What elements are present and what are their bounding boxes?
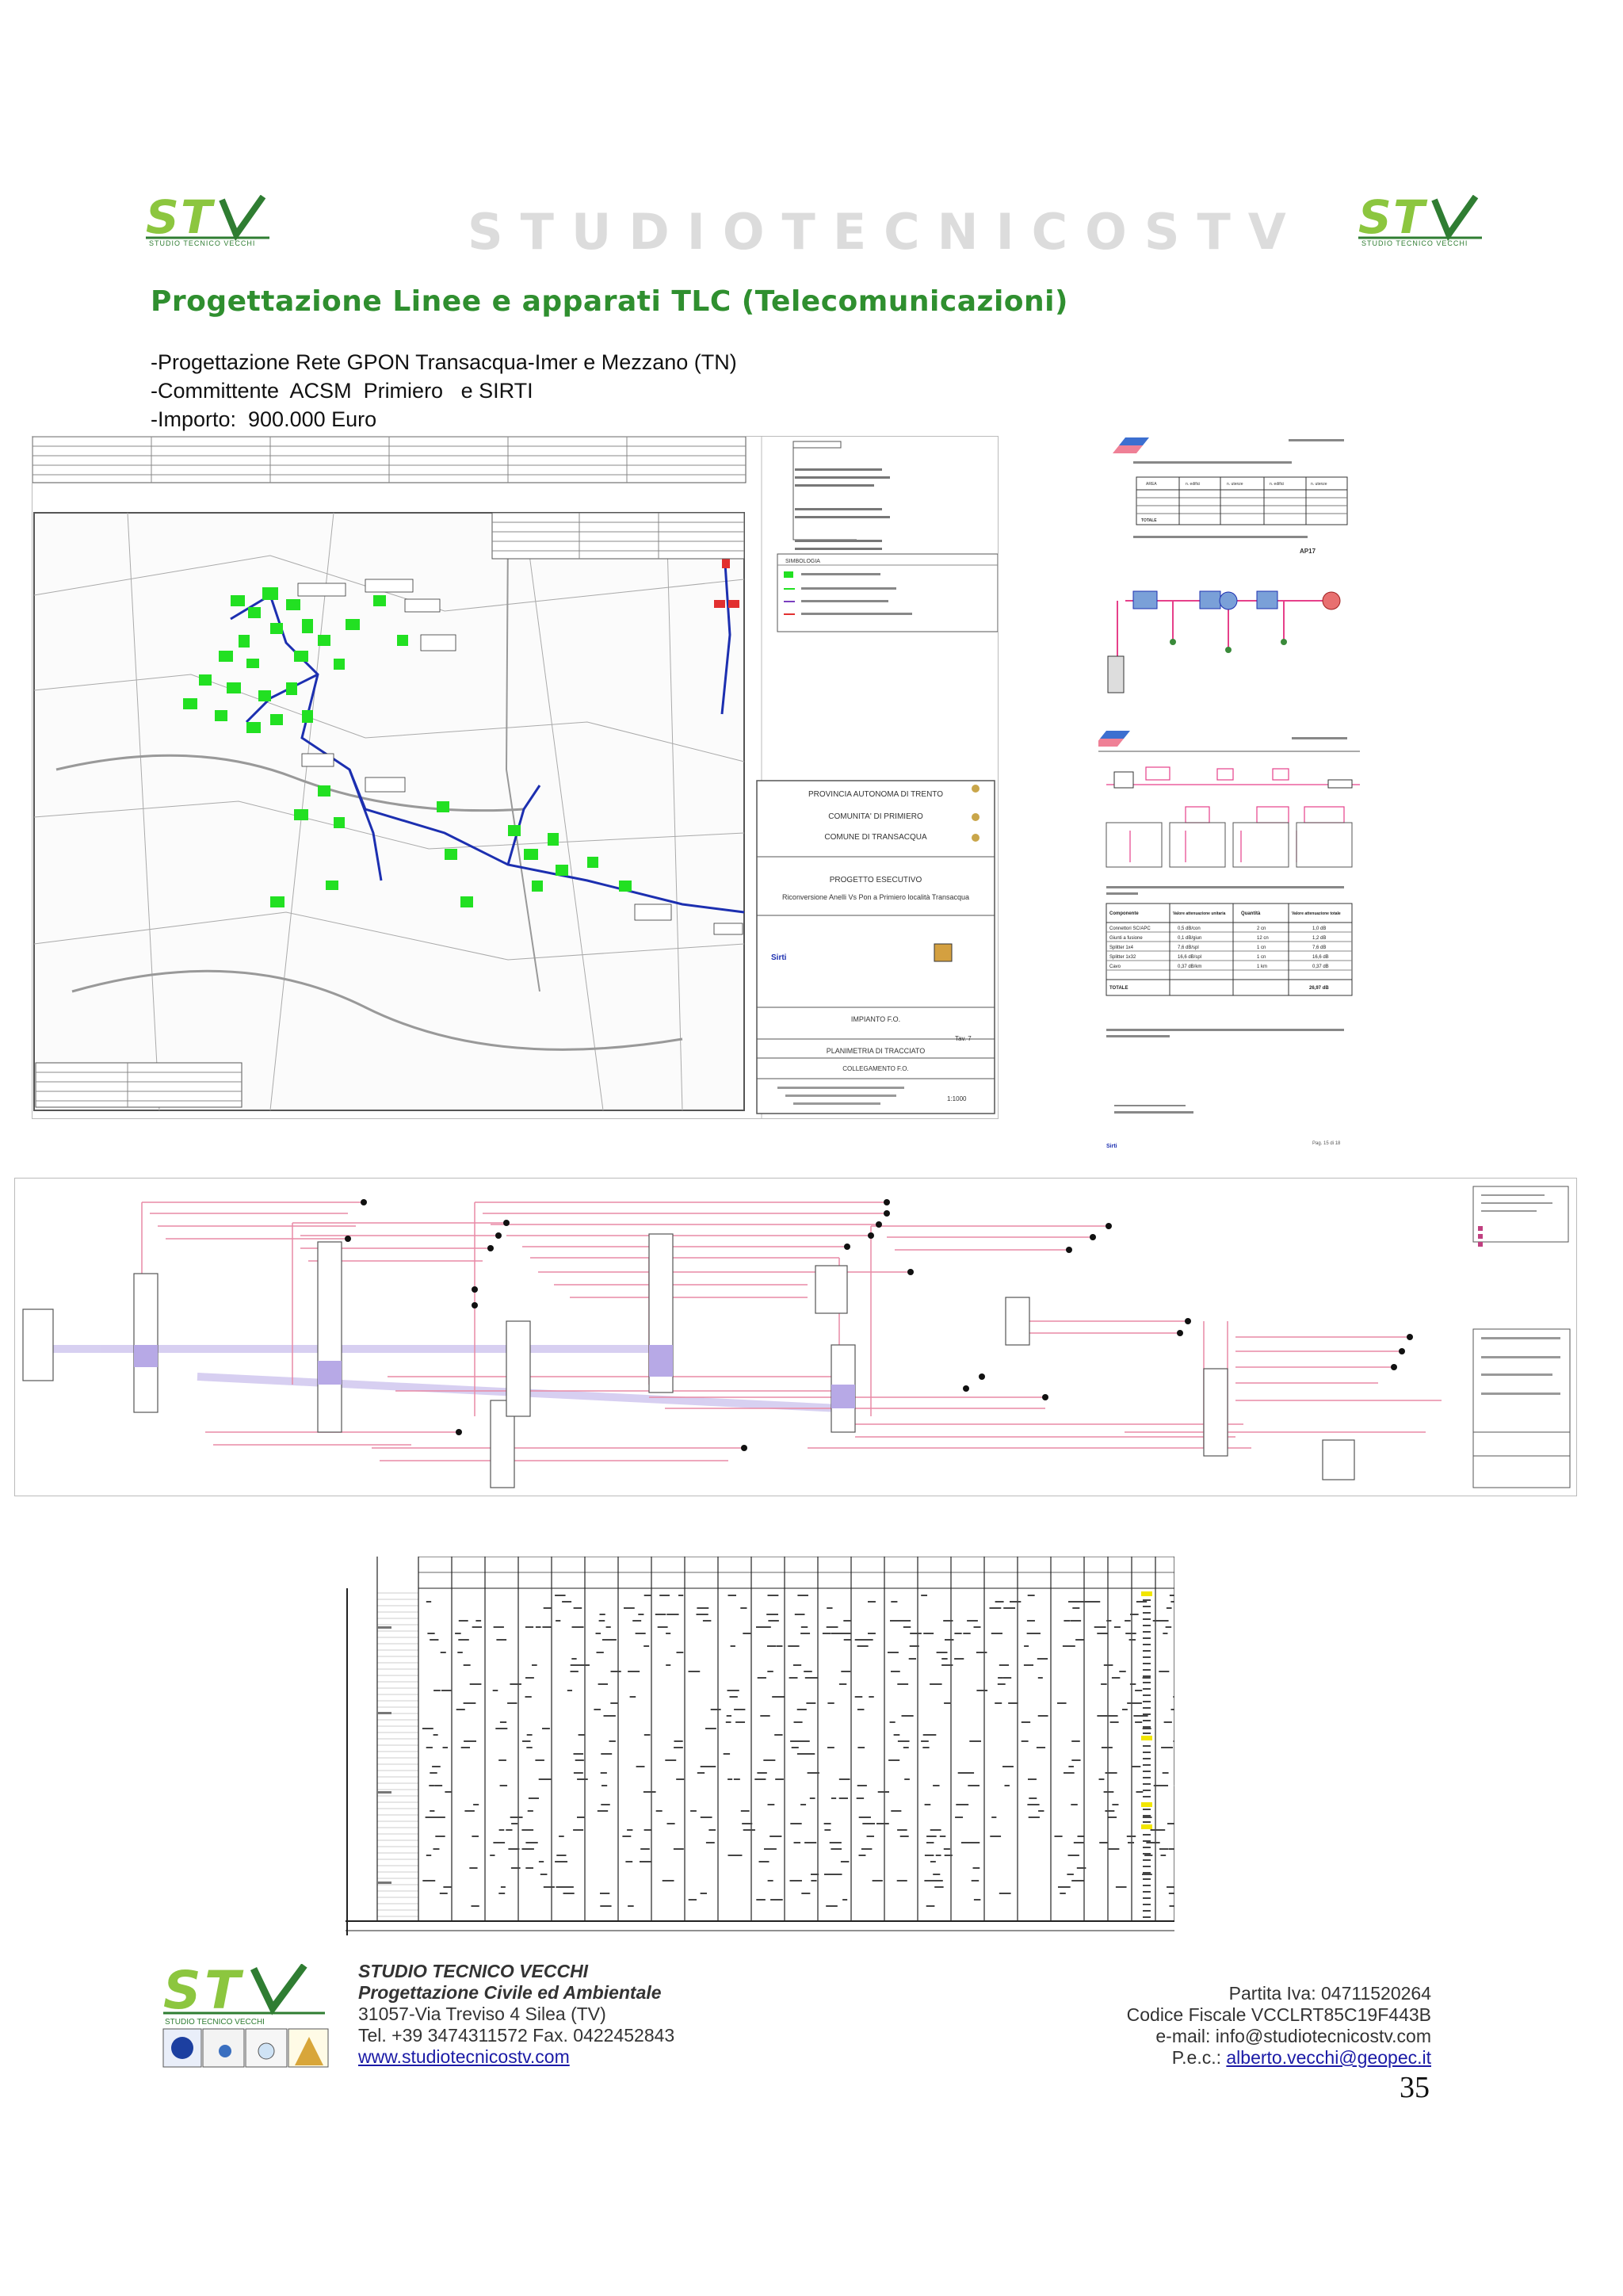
- att-row-3-c2: 7,6 dB/spl: [1178, 946, 1199, 950]
- footer-pec-link[interactable]: alberto.vecchi@geopec.it: [1226, 2047, 1431, 2068]
- section-title: Progettazione Linee e apparati TLC (Telecomunicazioni): [151, 285, 1068, 318]
- footer-phone: Tel. +39 3474311572 Fax. 0422452843: [358, 2025, 675, 2046]
- doc1-header-3: n. utenze: [1227, 482, 1243, 487]
- tb-project: PROGETTO ESECUTIVO: [829, 876, 922, 884]
- att-row-4-c4: 16,6 dB: [1312, 955, 1329, 960]
- svg-text:T: T: [204, 1964, 241, 2021]
- tb-table-number: Tav. 7: [955, 1035, 972, 1042]
- doc1-header-2: n. edifici: [1186, 482, 1201, 487]
- svg-text:T: T: [1393, 195, 1425, 244]
- att-total-value: 26,97 dB: [1309, 986, 1329, 991]
- footer-vat: Partita Iva: 04711520264: [1228, 1983, 1431, 2004]
- att-row-5-c4: 0,37 dB: [1312, 965, 1329, 969]
- tb-community: COMUNITA' DI PRIMIERO: [828, 812, 923, 821]
- att-row-2-c1: Giunti a fusione: [1109, 936, 1143, 941]
- doc2-page: Pag. 15 di 18: [1312, 1141, 1341, 1146]
- att-row-1-c3: 2 cn: [1257, 926, 1266, 931]
- att-row-4-c3: 1 cn: [1257, 955, 1266, 960]
- att-total-label: TOTALE: [1109, 986, 1128, 991]
- tb-description: Riconversione Anelli Vs Pon a Primiero località Transacqua: [781, 893, 970, 901]
- tb-system: IMPIANTO F.O.: [850, 1015, 901, 1023]
- doc1-header-1: AREA: [1146, 482, 1157, 487]
- side-document-network-diagram: [1102, 434, 1363, 696]
- header-banner: STUDIOTECNICOSTV: [468, 203, 1304, 261]
- fiber-assignment-table: [346, 1557, 1174, 1935]
- tb-municipality: COMUNE DI TRANSACQUA: [824, 833, 927, 842]
- att-header-unit: Valore attenuazione unitaria: [1173, 911, 1226, 916]
- footer-studio-subtitle: Progettazione Civile ed Ambientale: [358, 1982, 662, 2003]
- att-row-2-c3: 12 cn: [1257, 936, 1269, 941]
- att-row-3-c1: Splitter 1x4: [1109, 946, 1134, 950]
- att-row-1-c2: 0,5 dB/con: [1178, 926, 1201, 931]
- project-line: -Progettazione Rete GPON Transacqua-Imer e Mezzano (TN): [151, 350, 737, 374]
- amount-line: -Importo: 900.000 Euro: [151, 407, 377, 431]
- client-line: -Committente ACSM Primiero e SIRTI: [151, 379, 533, 403]
- att-row-2-c2: 0,1 dB/giun: [1178, 936, 1202, 941]
- footer-fiscal-info: [1127, 1983, 1431, 2069]
- route-map-drawing: [32, 436, 999, 1119]
- page-number: 35: [1400, 2071, 1430, 2104]
- att-row-1-c1: Connettori SC/APC: [1109, 926, 1151, 931]
- att-row-4-c1: Splitter 1x32: [1109, 955, 1136, 960]
- sirti-logo: Sirti: [771, 953, 787, 962]
- att-row-5-c1: Cavo: [1109, 965, 1121, 969]
- footer-pec-row: [1127, 2047, 1431, 2069]
- footer-address: 31057-Via Treviso 4 Silea (TV): [358, 2004, 606, 2024]
- footer-email: e-mail: info@studiotecnicostv.com: [1155, 2026, 1431, 2046]
- stv-footer-logo-icon: [162, 1964, 330, 2070]
- doc1-total-label: TOTALE: [1141, 518, 1157, 523]
- header-logo-right: [1355, 195, 1490, 250]
- att-row-1-c4: 1,0 dB: [1312, 926, 1327, 931]
- footer-studio-info: [358, 1961, 674, 2068]
- att-row-4-c2: 16,6 dB/spl: [1178, 955, 1202, 960]
- att-row-2-c4: 1,2 dB: [1312, 936, 1327, 941]
- footer-logo-sub: STUDIO TECNICO VECCHI: [165, 2018, 265, 2027]
- network-schematic-drawing: [14, 1178, 1577, 1496]
- doc1-header-5: n. utenze: [1311, 482, 1327, 487]
- footer-tax-code: Codice Fiscale VCCLRT85C19F443B: [1126, 2004, 1431, 2025]
- tb-plan: PLANIMETRIA DI TRACCIATO: [826, 1047, 926, 1055]
- att-header-qty: Quantità: [1241, 911, 1261, 916]
- tb-scale: 1:1000: [947, 1095, 967, 1102]
- svg-text:S: S: [163, 1964, 201, 2021]
- doc2-sirti: Sirti: [1106, 1144, 1117, 1149]
- doc1-heading: AP17: [1300, 548, 1316, 555]
- svg-text:S: S: [146, 195, 179, 244]
- footer-pec-label: P.e.c.:: [1171, 2047, 1227, 2068]
- att-header-total: Valore attenuazione totale: [1292, 911, 1341, 916]
- legend-title: SIMBOLOGIA: [785, 559, 820, 564]
- footer-website-link[interactable]: www.studiotecnicostv.com: [358, 2046, 570, 2067]
- footer-logo: [162, 1964, 330, 2070]
- side-document-attenuation-table: [1098, 728, 1360, 1156]
- tb-connection: COLLEGAMENTO F.O.: [842, 1065, 909, 1072]
- att-row-3-c3: 1 cn: [1257, 946, 1266, 950]
- att-row-3-c4: 7,6 dB: [1312, 946, 1327, 950]
- svg-text:S: S: [1358, 195, 1392, 244]
- planimetry-svg: [32, 437, 998, 1118]
- att-row-5-c2: 0,37 dB/km: [1178, 965, 1202, 969]
- doc1-header-4: n. edifici: [1270, 482, 1285, 487]
- att-header-component: Componente: [1109, 911, 1139, 916]
- att-row-5-c3: 1 km: [1257, 965, 1268, 969]
- tb-province: PROVINCIA AUTONOMA DI TRENTO: [808, 790, 944, 799]
- footer-studio-name: STUDIO TECNICO VECCHI: [358, 1961, 589, 1981]
- header-logo-left: [143, 195, 277, 250]
- svg-text:T: T: [181, 195, 212, 244]
- logo-left-sub: STUDIO TECNICO VECCHI: [149, 239, 256, 247]
- logo-right-sub: STUDIO TECNICO VECCHI: [1361, 239, 1468, 247]
